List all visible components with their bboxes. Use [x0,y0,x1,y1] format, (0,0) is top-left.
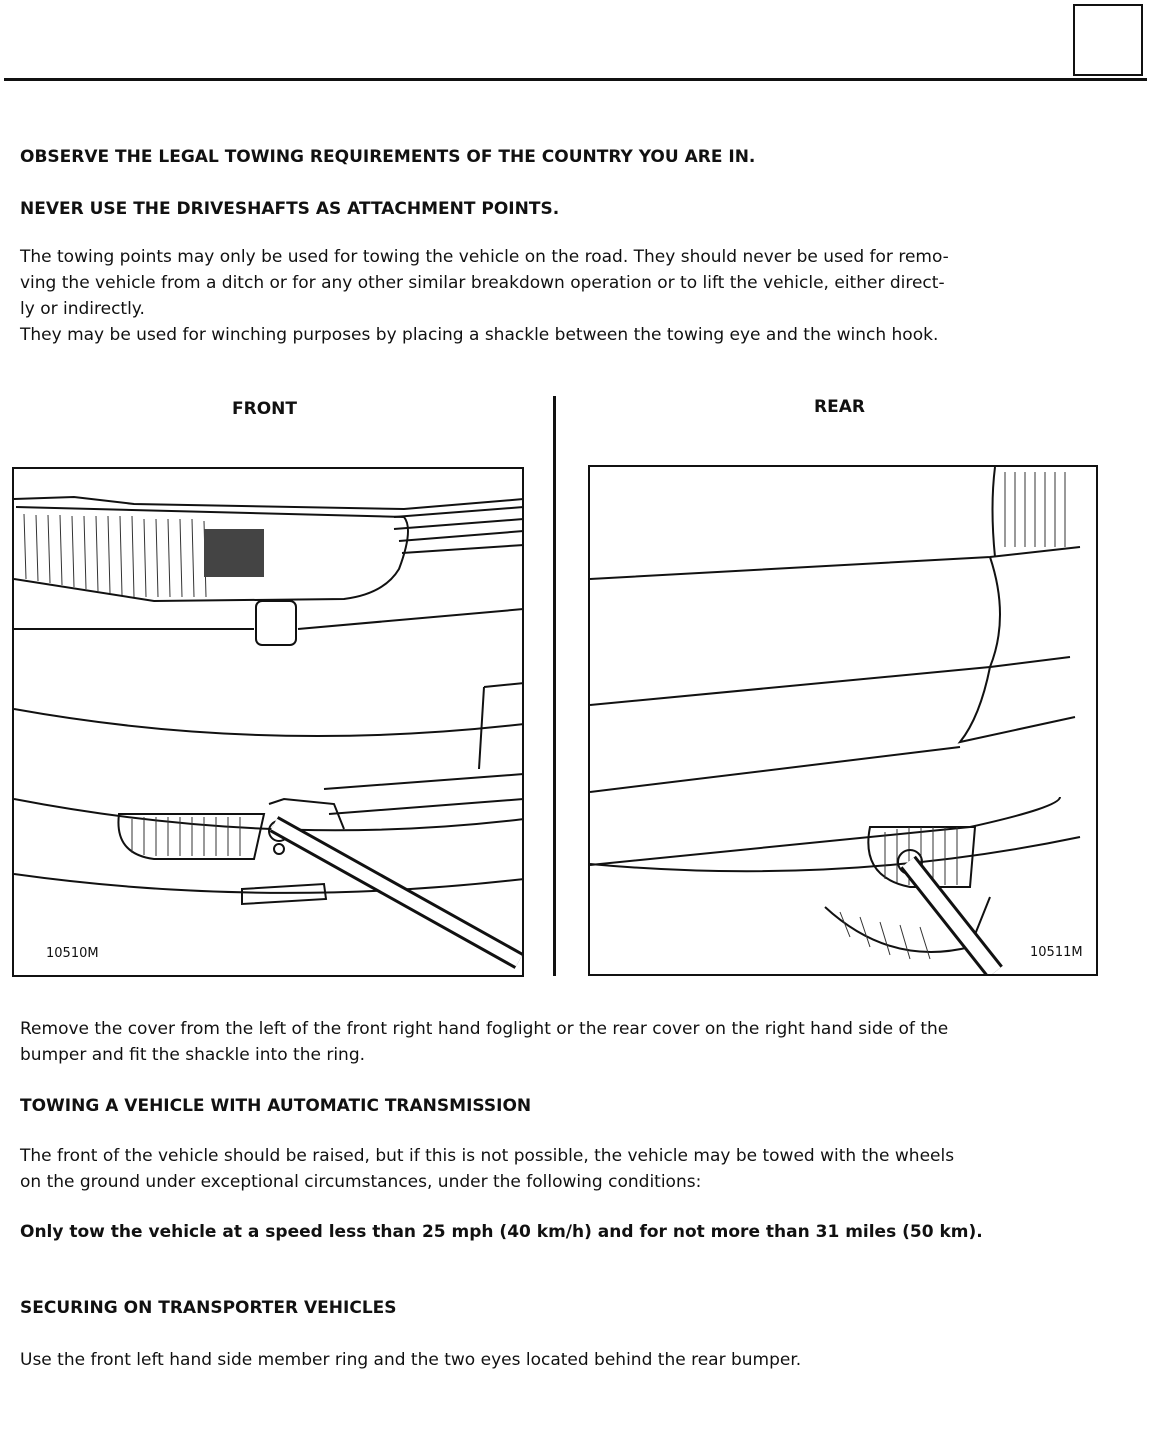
cover-instruction-line-1: Remove the cover from the left of the front right hand foglight or the rear cover on the right hand side of the [20,1019,949,1039]
automatic-line-1: The front of the vehicle should be raised, but if this is not possible, the vehicle may be towed with the wheels [20,1146,955,1166]
legal-notice: OBSERVE THE LEGAL TOWING REQUIREMENTS OF THE COUNTRY YOU ARE IN. [20,147,756,167]
front-figure-title: FRONT [232,399,297,419]
header-rule [4,78,1147,81]
automatic-line-2: on the ground under exceptional circumstances, under the following conditions: [20,1172,702,1192]
transporter-text: Use the front left hand side member ring and the two eyes located behind the rear bumper. [20,1350,802,1370]
rear-figure-code: 10511M [1030,945,1083,960]
driveshaft-notice: NEVER USE THE DRIVESHAFTS AS ATTACHMENT POINTS. [20,199,560,219]
intro-line-4: They may be used for winching purposes by placing a shackle between the towing eye and the winch hook. [20,325,939,345]
column-divider [553,396,556,976]
rear-towing-figure [588,465,1098,976]
speed-condition: Only tow the vehicle at a speed less than 25 mph (40 km/h) and for not more than 31 miles (50 km). [20,1222,983,1242]
front-figure-code: 10510M [46,946,99,961]
transporter-heading: SECURING ON TRANSPORTER VEHICLES [20,1298,397,1318]
page-number-box [1073,4,1143,76]
front-towing-figure [12,467,524,977]
intro-line-1: The towing points may only be used for towing the vehicle on the road. They should never be used for remo- [20,247,949,267]
rear-figure-title: REAR [814,397,865,417]
automatic-heading: TOWING A VEHICLE WITH AUTOMATIC TRANSMISSION [20,1096,532,1116]
cover-instruction-line-2: bumper and fit the shackle into the ring. [20,1045,366,1065]
front-bumper-illustration [14,469,524,977]
rear-bumper-illustration [590,467,1098,976]
intro-line-3: ly or indirectly. [20,299,145,319]
intro-line-2: ving the vehicle from a ditch or for any other similar breakdown operation or to lift the vehicle, either direct- [20,273,945,293]
